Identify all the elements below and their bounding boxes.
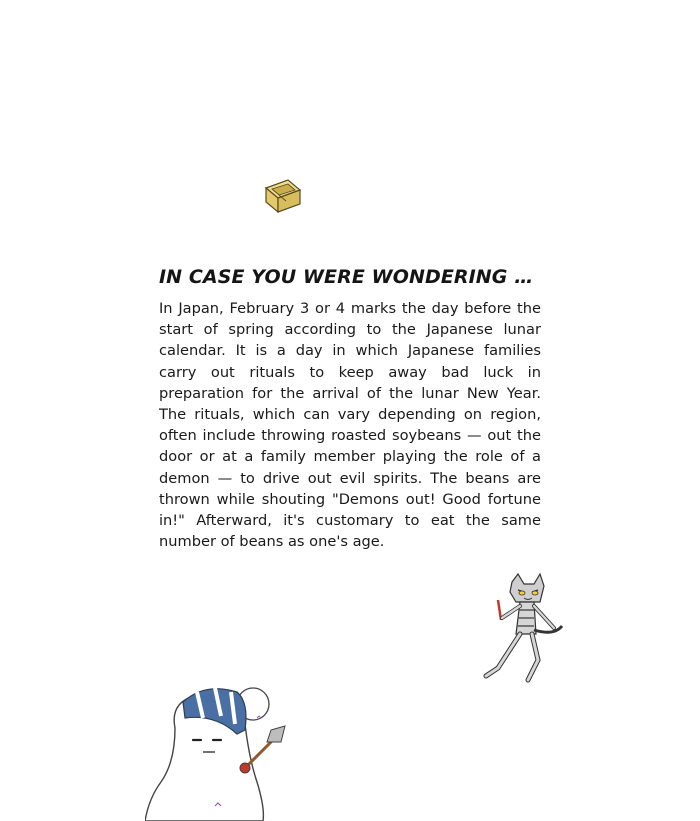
snowman-illustration <box>145 678 295 821</box>
masu-box-icon <box>262 176 304 214</box>
note-body: In Japan, February 3 or 4 marks the day before the start of spring according to the Japanese lunar calendar. It is a day in which Japanese families carry out rituals to keep away bad luck in preparation for the arrival of the lunar New Year. The rituals, which can vary depending on region, often include throwing roasted soybeans — out the door or at a family member playing the role of a demon — to drive out evil spirits. The beans are thrown while shouting "Demons out! Good fortune in!" Afterward, it's customary to eat the same number of beans as one's age. <box>159 300 541 551</box>
note-heading: IN CASE YOU WERE WONDERING … <box>159 266 534 288</box>
cat-illustration <box>478 572 570 688</box>
